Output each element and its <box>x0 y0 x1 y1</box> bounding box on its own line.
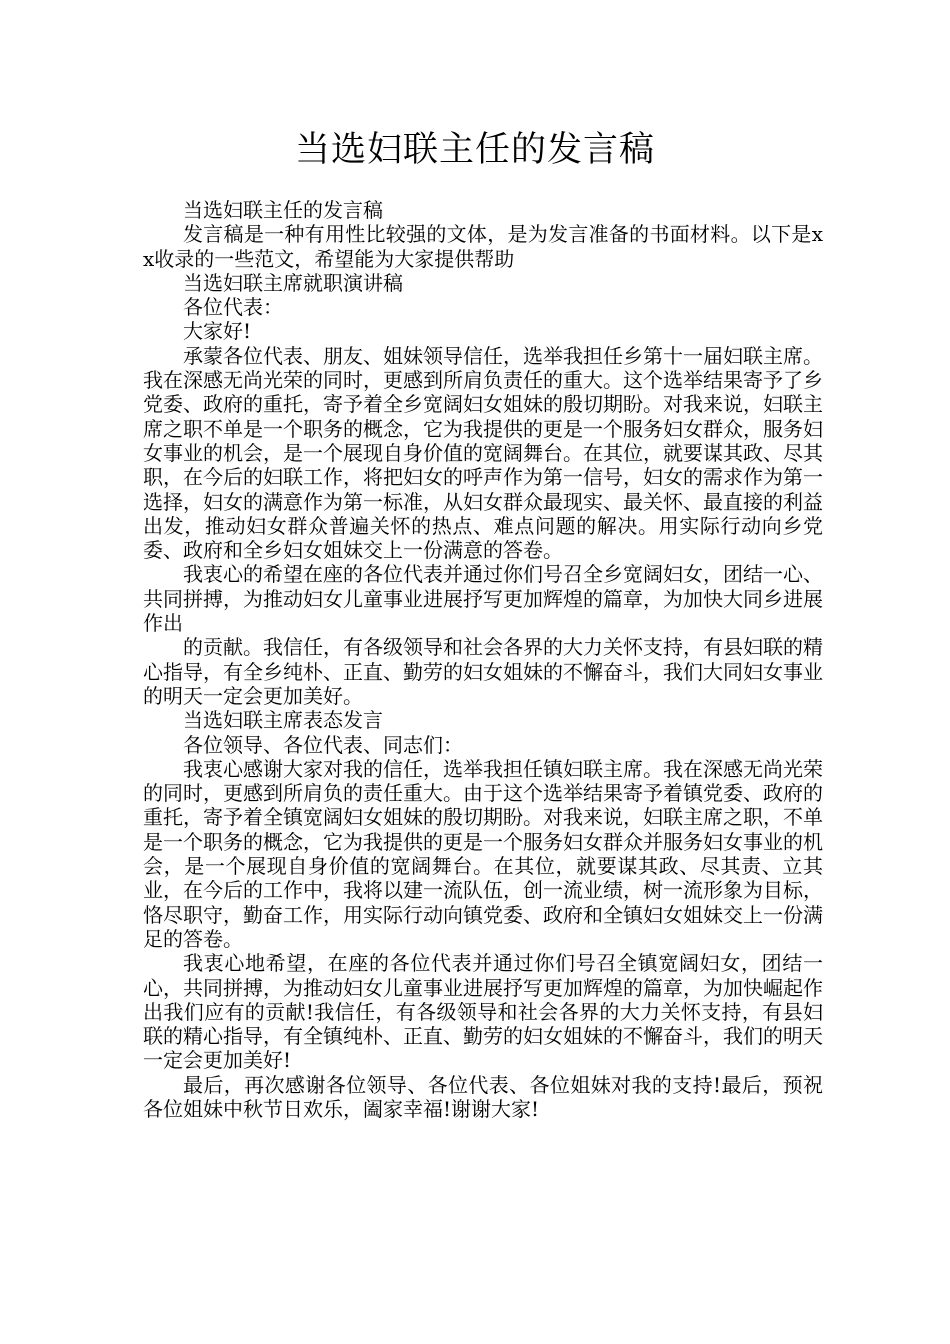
paragraph: 发言稿是一种有用性比较强的文体，是为发言准备的书面材料。以下是xx收录的一些范文，希望能为大家提供帮助 <box>143 222 823 271</box>
paragraph: 我衷心感谢大家对我的信任，选举我担任镇妇联主席。我在深感无尚光荣的同时，更感到所肩负的责任重大。由于这个选举结果寄予着镇党委、政府的重托，寄予着全镇宽阔妇女姐妹的殷切期盼。对我来说，妇联主席之职，不单是一个职务的概念，它为我提供的更是一个服务妇女群众并服务妇女事业的机会，是一个展现自身价值的宽阔舞台。在其位，就要谋其政、尽其责、立其业，在今后的工作中，我将以建一流队伍，创一流业绩，树一流形象为目标，恪尽职守，勤奋工作，用实际行动向镇党委、政府和全镇妇女姐妹交上一份满足的答卷。 <box>143 756 823 951</box>
paragraph: 最后，再次感谢各位领导、各位代表、各位姐妹对我的支持!最后，预祝各位姐妹中秋节日欢乐，阖家幸福!谢谢大家! <box>143 1072 823 1121</box>
paragraph: 我衷心的希望在座的各位代表并通过你们号召全乡宽阔妇女，团结一心、共同拼搏，为推动妇女儿童事业进展抒写更加辉煌的篇章，为加快大同乡进展作出 <box>143 562 823 636</box>
document-title: 当选妇联主任的发言稿 <box>294 130 655 170</box>
paragraph: 当选妇联主任的发言稿 <box>183 198 383 222</box>
paragraph: 各位代表： <box>183 295 283 320</box>
paragraph: 承蒙各位代表、朋友、姐妹领导信任，选举我担任乡第十一届妇联主席。我在深感无尚光荣的同时，更感到所肩负责任的重大。这个选举结果寄予了乡党委、政府的重托，寄予着全乡宽阔妇女姐妹的殷切期盼。对我来说，妇联主席之职不单是一个职务的概念，它为我提供的更是一个服务妇女群众，服务妇女事业的机会，是一个展现自身价值的宽阔舞台。在其位，就要谋其政、尽其职，在今后的妇联工作，将把妇女的呼声作为第一信号，妇女的需求作为第一选择，妇女的满意作为第一标准，从妇女群众最现实、最关怀、最直接的利益出发，推动妇女群众普遍关怀的热点、难点问题的解决。用实际行动向乡党委、政府和全乡妇女姐妹交上一份满意的答卷。 <box>143 343 823 563</box>
paragraph: 的贡献。我信任，有各级领导和社会各界的大力关怀支持，有县妇联的精心指导，有全乡纯朴、正直、勤劳的妇女姐妹的不懈奋斗，我们大同妇女事业的明天一定会更加美好。 <box>143 635 823 708</box>
paragraph: 各位领导、各位代表、同志们： <box>183 732 463 757</box>
document-body <box>143 198 823 1121</box>
paragraph: 大家好! <box>183 319 252 344</box>
paragraph: 当选妇联主席就职演讲稿 <box>183 270 403 295</box>
paragraph: 我衷心地希望，在座的各位代表并通过你们号召全镇宽阔妇女，团结一心，共同拼搏，为推动妇女儿童事业进展抒写更加辉煌的篇章，为加快崛起作出我们应有的贡献!我信任，有各级领导和社会各界的大力关怀支持，有县妇联的精心指导，有全镇纯朴、正直、勤劳的妇女姐妹的不懈奋斗，我们的明天一定会更加美好! <box>143 951 823 1073</box>
paragraph: 当选妇联主席表态发言 <box>183 708 383 733</box>
